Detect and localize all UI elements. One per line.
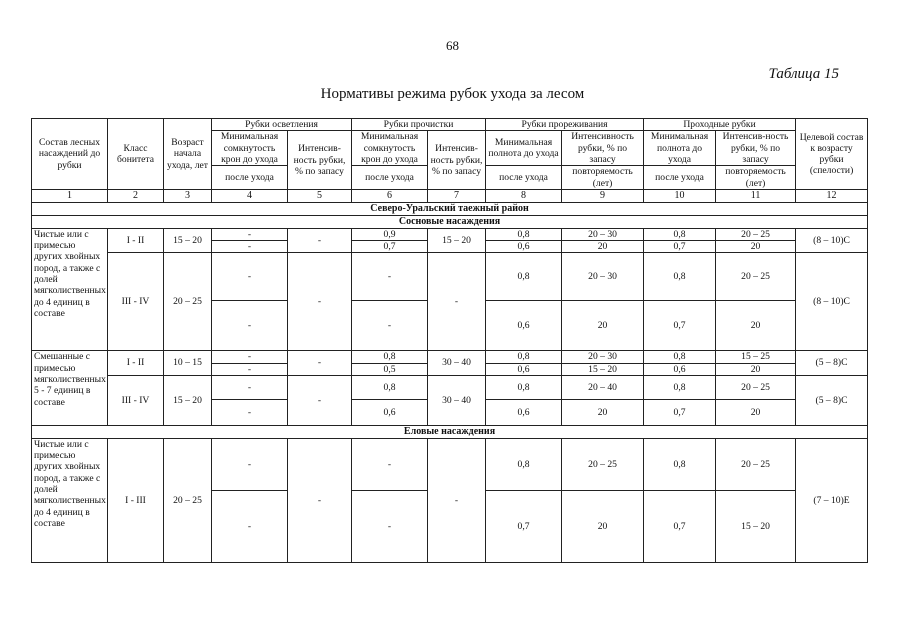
value-cell: - xyxy=(212,351,288,363)
header-thin-intensity: Интенсивность рубки, % по запасу xyxy=(562,131,644,166)
col-number: 6 xyxy=(352,190,428,203)
value-cell: 0,8 xyxy=(644,253,716,301)
age-cell: 20 – 25 xyxy=(164,253,212,351)
col-number: 1 xyxy=(32,190,108,203)
value-cell: - xyxy=(212,240,288,252)
value-cell: 20 xyxy=(562,399,644,425)
value-cell: 20 – 25 xyxy=(716,228,796,240)
header-pass-intensity: Интенсив-ность рубки, % по запасу xyxy=(716,131,796,166)
bonitet-cell: III - IV xyxy=(108,375,164,425)
header-composition: Состав лесных насаждений до рубки xyxy=(32,119,108,190)
header-after-care: после ухода xyxy=(644,166,716,190)
header-min-density: Минимальная полнота до ухода xyxy=(486,131,562,166)
header-age-start: Возраст начала ухода, лет xyxy=(164,119,212,190)
col-number: 11 xyxy=(716,190,796,203)
value-cell: - xyxy=(212,375,288,399)
value-cell: 0,7 xyxy=(644,240,716,252)
value-cell: 0,8 xyxy=(486,375,562,399)
value-cell: - xyxy=(212,253,288,301)
value-cell: 20 – 25 xyxy=(562,438,644,490)
value-cell: 0,8 xyxy=(352,351,428,363)
value-cell: 0,8 xyxy=(486,228,562,240)
value-cell: 20 xyxy=(562,240,644,252)
norms-table xyxy=(31,118,868,563)
value-cell: 0,7 xyxy=(486,490,562,562)
value-cell: 20 xyxy=(716,240,796,252)
value-cell: - xyxy=(212,490,288,562)
value-cell: - xyxy=(352,301,428,351)
value-cell: 0,8 xyxy=(644,351,716,363)
value-cell: 0,8 xyxy=(486,438,562,490)
value-cell: 0,8 xyxy=(486,253,562,301)
header-target: Целевой состав к возрасту рубки (спелости) xyxy=(796,119,868,190)
value-cell: 30 – 40 xyxy=(428,375,486,425)
value-cell: - xyxy=(212,399,288,425)
value-cell: - xyxy=(428,438,486,562)
col-number: 2 xyxy=(108,190,164,203)
target-cell: (5 – 8)С xyxy=(796,375,868,425)
value-cell: - xyxy=(352,490,428,562)
value-cell: 15 – 20 xyxy=(716,490,796,562)
bonitet-cell: III - IV xyxy=(108,253,164,351)
composition-pure: Чистые или с примесью других хвойных пород, а также с долей мягколиственных до 4 единиц в составе xyxy=(32,228,108,351)
header-intensity: Интенсив-ность рубки, % по запасу xyxy=(428,131,486,190)
header-after-care: после ухода xyxy=(212,166,288,190)
value-cell: 0,7 xyxy=(352,240,428,252)
header-repeat: повторяемость (лет) xyxy=(716,166,796,190)
value-cell: 20 xyxy=(562,301,644,351)
value-cell: 20 xyxy=(562,490,644,562)
value-cell: 0,6 xyxy=(486,363,562,375)
col-number: 12 xyxy=(796,190,868,203)
table-label: Таблица 15 xyxy=(768,66,839,82)
target-cell: (7 – 10)Е xyxy=(796,438,868,562)
value-cell: 15 – 20 xyxy=(562,363,644,375)
value-cell: 0,6 xyxy=(486,399,562,425)
value-cell: 15 – 20 xyxy=(428,228,486,253)
col-number: 9 xyxy=(562,190,644,203)
header-after-care: после ухода xyxy=(352,166,428,190)
value-cell: 20 – 30 xyxy=(562,228,644,240)
bonitet-cell: I - II xyxy=(108,228,164,253)
value-cell: 20 – 30 xyxy=(562,351,644,363)
value-cell: 0,8 xyxy=(352,375,428,399)
col-number: 10 xyxy=(644,190,716,203)
header-min-closure: Минимальная сомкнутость крон до ухода xyxy=(212,131,288,166)
table-title: Нормативы режима рубок ухода за лесом xyxy=(320,86,585,102)
value-cell: 30 – 40 xyxy=(428,351,486,376)
header-min-density: Минимальная полнота до ухода xyxy=(644,131,716,166)
age-cell: 20 – 25 xyxy=(164,438,212,562)
col-number: 3 xyxy=(164,190,212,203)
col-number: 8 xyxy=(486,190,562,203)
value-cell: - xyxy=(288,375,352,425)
col-number: 4 xyxy=(212,190,288,203)
value-cell: 0,7 xyxy=(644,301,716,351)
value-cell: 20 xyxy=(716,399,796,425)
value-cell: 20 – 25 xyxy=(716,438,796,490)
value-cell: 0,6 xyxy=(486,301,562,351)
page-number: 68 xyxy=(446,38,459,53)
value-cell: 0,7 xyxy=(644,399,716,425)
value-cell: - xyxy=(212,438,288,490)
header-min-closure: Минимальная сомкнутость крон до ухода xyxy=(352,131,428,166)
value-cell: 0,8 xyxy=(644,438,716,490)
col-number: 5 xyxy=(288,190,352,203)
header-cleaning: Рубки прочистки xyxy=(352,119,486,131)
value-cell: 20 xyxy=(716,301,796,351)
section-heading-pine: Сосновые насаждения xyxy=(32,215,868,228)
value-cell: 0,6 xyxy=(486,240,562,252)
value-cell: 0,8 xyxy=(486,351,562,363)
header-thinning: Рубки прореживания xyxy=(486,119,644,131)
value-cell: - xyxy=(288,438,352,562)
bonitet-cell: I - II xyxy=(108,351,164,376)
value-cell: - xyxy=(212,363,288,375)
header-lightening: Рубки осветления xyxy=(212,119,352,131)
value-cell: 0,8 xyxy=(644,375,716,399)
value-cell: - xyxy=(352,438,428,490)
value-cell: 20 – 25 xyxy=(716,253,796,301)
value-cell: 20 – 40 xyxy=(562,375,644,399)
bonitet-cell: I - III xyxy=(108,438,164,562)
col-number: 7 xyxy=(428,190,486,203)
value-cell: 20 – 30 xyxy=(562,253,644,301)
target-cell: (8 – 10)С xyxy=(796,253,868,351)
value-cell: 0,7 xyxy=(644,490,716,562)
header-passing: Проходные рубки xyxy=(644,119,796,131)
value-cell: 20 – 25 xyxy=(716,375,796,399)
value-cell: - xyxy=(352,253,428,301)
value-cell: 0,6 xyxy=(644,363,716,375)
composition-pure: Чистые или с примесью других хвойных пород, а также с долей мягколиственных до 4 единиц в составе xyxy=(32,438,108,562)
region-heading: Северо-Уральский таежный район xyxy=(32,203,868,216)
value-cell: 0,5 xyxy=(352,363,428,375)
value-cell: 15 – 25 xyxy=(716,351,796,363)
age-cell: 15 – 20 xyxy=(164,228,212,253)
header-after-care: после ухода xyxy=(486,166,562,190)
value-cell: 0,6 xyxy=(352,399,428,425)
target-cell: (5 – 8)С xyxy=(796,351,868,376)
value-cell: 20 xyxy=(716,363,796,375)
section-heading-spruce: Еловые насаждения xyxy=(32,425,868,438)
header-bonitet: Класс бонитета xyxy=(108,119,164,190)
value-cell: - xyxy=(212,228,288,240)
composition-mixed: Смешанные с примесью мягколиственных 5 - 7 единиц в составе xyxy=(32,351,108,426)
age-cell: 10 – 15 xyxy=(164,351,212,376)
value-cell: 0,9 xyxy=(352,228,428,240)
age-cell: 15 – 20 xyxy=(164,375,212,425)
value-cell: - xyxy=(212,301,288,351)
value-cell: - xyxy=(288,228,352,253)
value-cell: - xyxy=(288,253,352,351)
header-intensity: Интенсив-ность рубки, % по запасу xyxy=(288,131,352,190)
value-cell: - xyxy=(288,351,352,376)
value-cell: - xyxy=(428,253,486,351)
header-repeat: повторяемость (лет) xyxy=(562,166,644,190)
value-cell: 0,8 xyxy=(644,228,716,240)
target-cell: (8 – 10)С xyxy=(796,228,868,253)
